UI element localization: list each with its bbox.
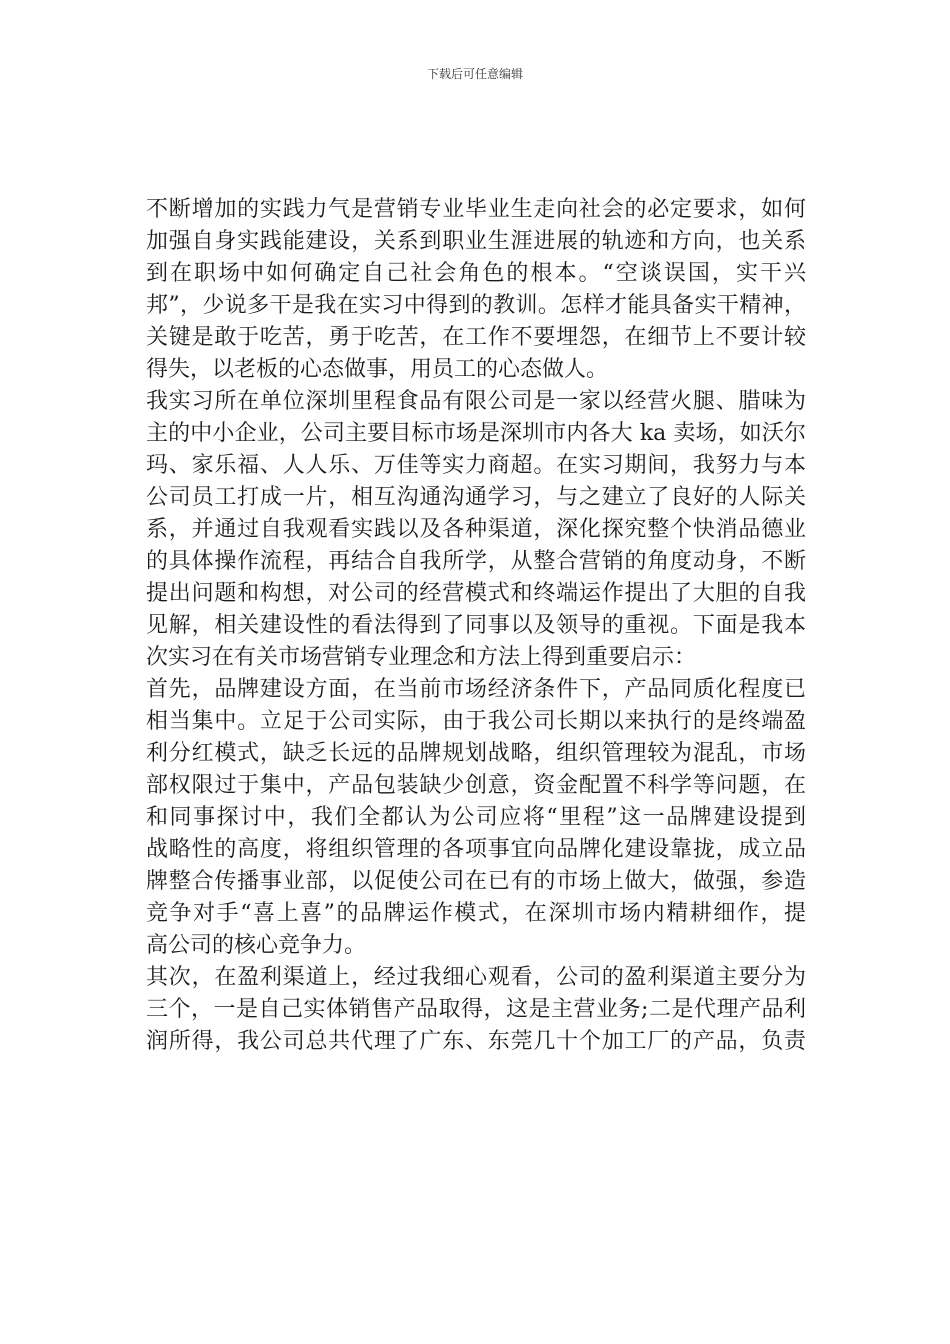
text-line: 加强自身实践能建设，关系到职业生涯进展的轨迹和方向，也关系 [146,229,806,254]
paragraph-3 [146,674,806,962]
text-line: 玛、家乐福、人人乐、万佳等实力商超。在实习期间，我努力与本 [146,453,806,478]
text-line: 牌整合传播事业部，以促使公司在已有的市场上做大，做强，参造 [146,869,806,894]
text-line: 利分红模式，缺乏长远的品牌规划战略，组织管理较为混乱，市场 [146,741,806,766]
text-line: 竞争对手“喜上喜”的品牌运作模式，在深圳市场内精耕细作，提 [146,901,806,926]
text-line: 系，并通过自我观看实践以及各种渠道，深化探究整个快消品德业 [146,517,806,542]
text-line: 部权限过于集中，产品包装缺少创意，资金配置不科学等问题，在 [146,773,806,798]
text-line: 三个，一是自己实体销售产品取得，这是主营业务;二是代理产品利 [146,997,806,1022]
text-line: 关键是敢于吃苦，勇于吃苦，在工作不要埋怨，在细节上不要计较 [146,325,806,350]
text-line: 其次，在盈利渠道上，经过我细心观看，公司的盈利渠道主要分为 [146,965,806,990]
text-line: 主的中小企业，公司主要目标市场是深圳市内各大 ka 卖场，如沃尔 [146,421,806,446]
paragraph-2 [146,386,806,674]
text-line: 的具体操作流程，再结合自我所学，从整合营销的角度动身，不断 [146,549,806,574]
text-line: 次实习在有关市场营销专业理念和方法上得到重要启示： [146,645,697,670]
text-line: 首先，品牌建设方面，在当前市场经济条件下，产品同质化程度已 [146,677,806,702]
page-header: 下载后可任意编辑 [426,67,523,81]
text-line: 润所得，我公司总共代理了广东、东莞几十个加工厂的产品，负责 [146,1029,806,1054]
paragraph-1 [146,194,806,386]
text-line: 不断增加的实践力气是营销专业毕业生走向社会的必定要求，如何 [146,197,806,222]
text-line: 邦”，少说多干是我在实习中得到的教训。怎样才能具备实干精神， [146,293,806,318]
text-line: 战略性的高度，将组织管理的各项事宜向品牌化建设靠拢，成立品 [146,837,806,862]
text-line: 高公司的核心竞争力。 [146,933,367,958]
text-line: 提出问题和构想，对公司的经营模式和终端运作提出了大胆的自我 [146,581,806,606]
document-body [146,194,806,1058]
text-line: 我实习所在单位深圳里程食品有限公司是一家以经营火腿、腊味为 [146,389,806,414]
text-line: 得失，以老板的心态做事，用员工的心态做人。 [146,357,609,382]
text-line: 见解，相关建设性的看法得到了同事以及领导的重视。下面是我本 [146,613,806,638]
paragraph-4 [146,962,806,1058]
text-line: 公司员工打成一片，相互沟通沟通学习，与之建立了良好的人际关 [146,485,806,510]
text-line: 到在职场中如何确定自己社会角色的根本。“空谈误国，实干兴 [146,261,806,286]
text-line: 和同事探讨中，我们全都认为公司应将“里程”这一品牌建设提到 [146,805,806,830]
text-line: 相当集中。立足于公司实际，由于我公司长期以来执行的是终端盈 [146,709,806,734]
